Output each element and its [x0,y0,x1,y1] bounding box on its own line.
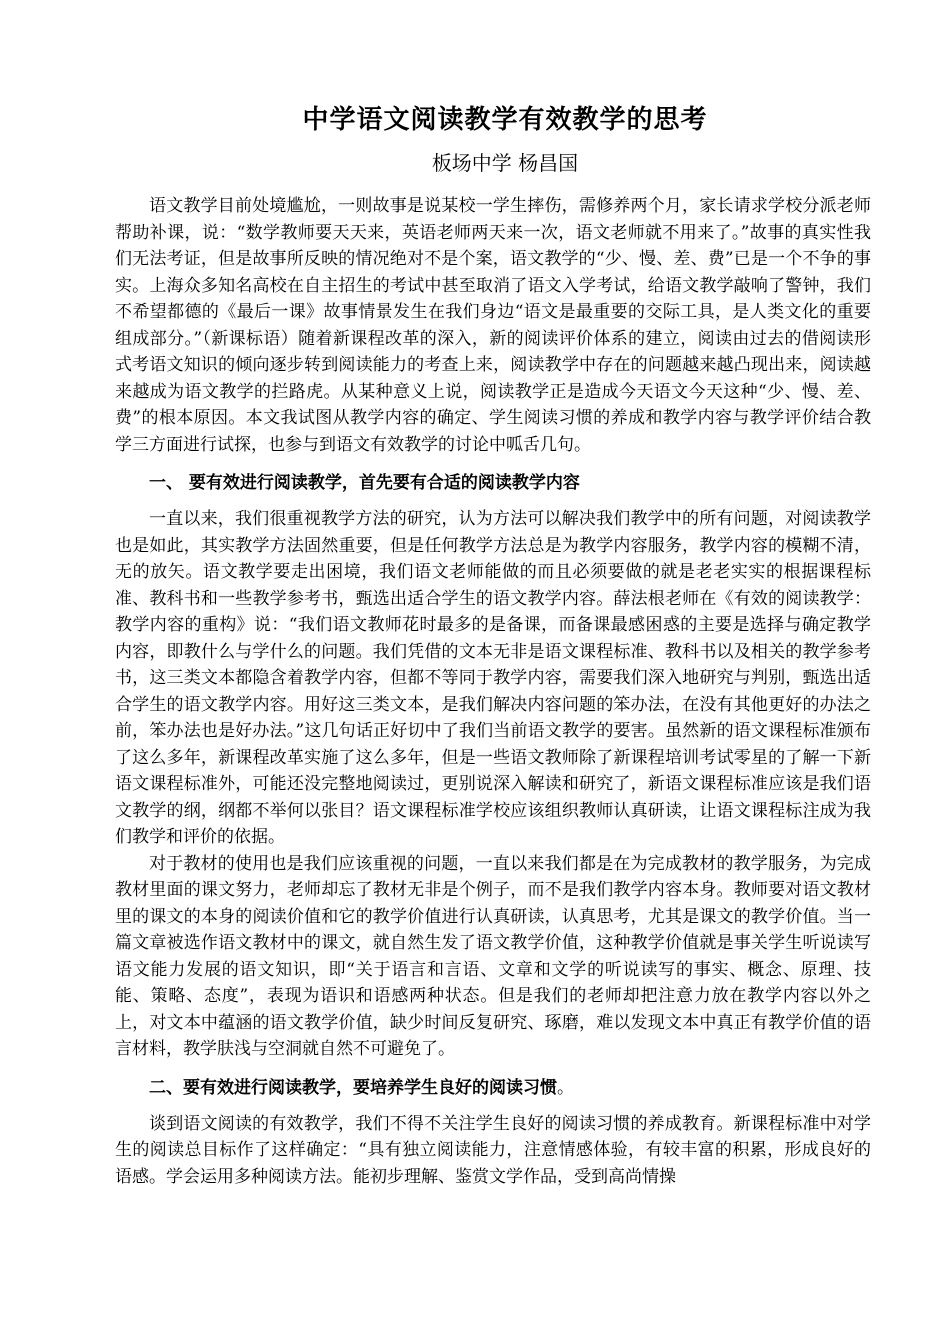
document-page [115,100,871,1190]
section-heading-2-period: 。 [557,1077,574,1098]
section-heading-2 [115,1075,871,1101]
section-2-paragraph-1: 谈到语文阅读的有效教学，我们不得不关注学生良好的阅读习惯的养成教育。新课程标准中对学生的阅读总目标作了这样确定：“具有独立阅读能力，注意情感体验，有较丰富的积累，形成良好的语感。学会运用多种阅读方法。能初步理解、鉴赏文学作品，受到高尚情操 [115,1113,871,1187]
intro-paragraph: 语文教学目前处境尴尬，一则故事是说某校一学生摔伤，需修养两个月，家长请求学校分派老师帮助补课，说：“数学教师要天天来，英语老师两天来一次，语文老师就不用来了。”故事的真实性我们无法考证，但是故事所反映的情况绝对不是个案，语文教学的“少、慢、差、费”已是一个不争的事实。上海众多知名高校在自主招生的考试中甚至取消了语文入学考试，给语文教学敲响了警钟，我们不希望都德的《最后一课》故事情景发生在我们身边“语文是最重要的交际工具，是人类文化的重要组成部分。”（新课标语）随着新课程改革的深入，新的阅读评价体系的建立，阅读由过去的借阅读形式考语文知识的倾向逐步转到阅读能力的考查上来，阅读教学中存在的问题越来越凸现出来，阅读越来越成为语文教学的拦路虎。从某种意义上说，阅读教学正是造成今天语文今天这种“少、慢、差、费”的根本原因。本文我试图从教学内容的确定、学生阅读习惯的养成和教学内容与教学评价结合教学三方面进行试探，也参与到语文有效教学的讨论中呱舌几句。 [115,196,871,455]
document-title: 中学语文阅读教学有效教学的思考 [302,105,708,135]
section-1-paragraph-2: 对于教材的使用也是我们应该重视的问题，一直以来我们都是在为完成教材的教学服务，为完成教材里面的课文努力，老师却忘了教材无非是个例子，而不是我们教学内容本身。教师要对语文教材里的课文的本身的阅读价值和它的教学价值进行认真研读，认真思考，尤其是课文的教学价值。当一篇文章被选作语文教材中的课文，就自然生发了语文教学价值，这种教学价值就是事关学生听说读写语文能力发展的语文知识，即“关于语言和言语、文章和文学的听说读写的事实、概念、原理、技能、策略、态度”，表现为语识和语感两种状态。但是我们的老师却把注意力放在教学内容以外之上，对文本中蕴涵的语文教学价值，缺少时间反复研究、琢磨，难以发现文本中真正有教学价值的语言材料，教学肤浅与空洞就自然不可避免了。 [115,853,871,1059]
section-heading-2-text: 二、要有效进行阅读教学，要培养学生良好的阅读习惯 [149,1077,557,1098]
section-heading-1-text: 一、 要有效进行阅读教学，首先要有合适的阅读教学内容 [149,473,580,493]
section-heading-1 [115,470,871,496]
document-author: 板场中学 杨昌国 [431,151,579,175]
section-1-paragraph-1: 一直以来，我们很重视教学方法的研究，认为方法可以解决我们教学中的所有问题，对阅读教学也是如此，其实教学方法固然重要，但是任何教学方法总是为教学内容服务，教学内容的模糊不清，无的放矢。语文教学要走出困境，我们语文老师能做的而且必须要做的就是老老实实的根据课程标准、教科书和一些教学参考书，甄选出适合学生的语文教学内容。薛法根老师在《有效的阅读教学：教学内容的重构》说：“我们语文教师花时最多的是备课，而备课最感困惑的主要是选择与确定教学内容，即教什么与学什么的问题。我们凭借的文本无非是语文课程标准、教科书以及相关的教学参考书，这三类文本都隐含着教学内容，但都不等同于教学内容，需要我们深入地研究与判别，甄选出适合学生的语文教学内容。用好这三类文本，是我们解决内容问题的笨办法，在没有其他更好的办法之前，笨办法也是好办法。”这几句话正好切中了我们当前语文教学的要害。虽然新的语文课程标准颁布了这么多年，新课程改革实施了这么多年，但是一些语文教师除了新课程培训考试零星的了解一下新语文课程标准外，可能还没完整地阅读过，更别说深入解读和研究了，新语文课程标准应该是我们语文教学的纲，纲都不举何以张目？语文课程标准学校应该组织教师认真研读，让语文课程标注成为我们教学和评价的依据。 [115,509,871,847]
